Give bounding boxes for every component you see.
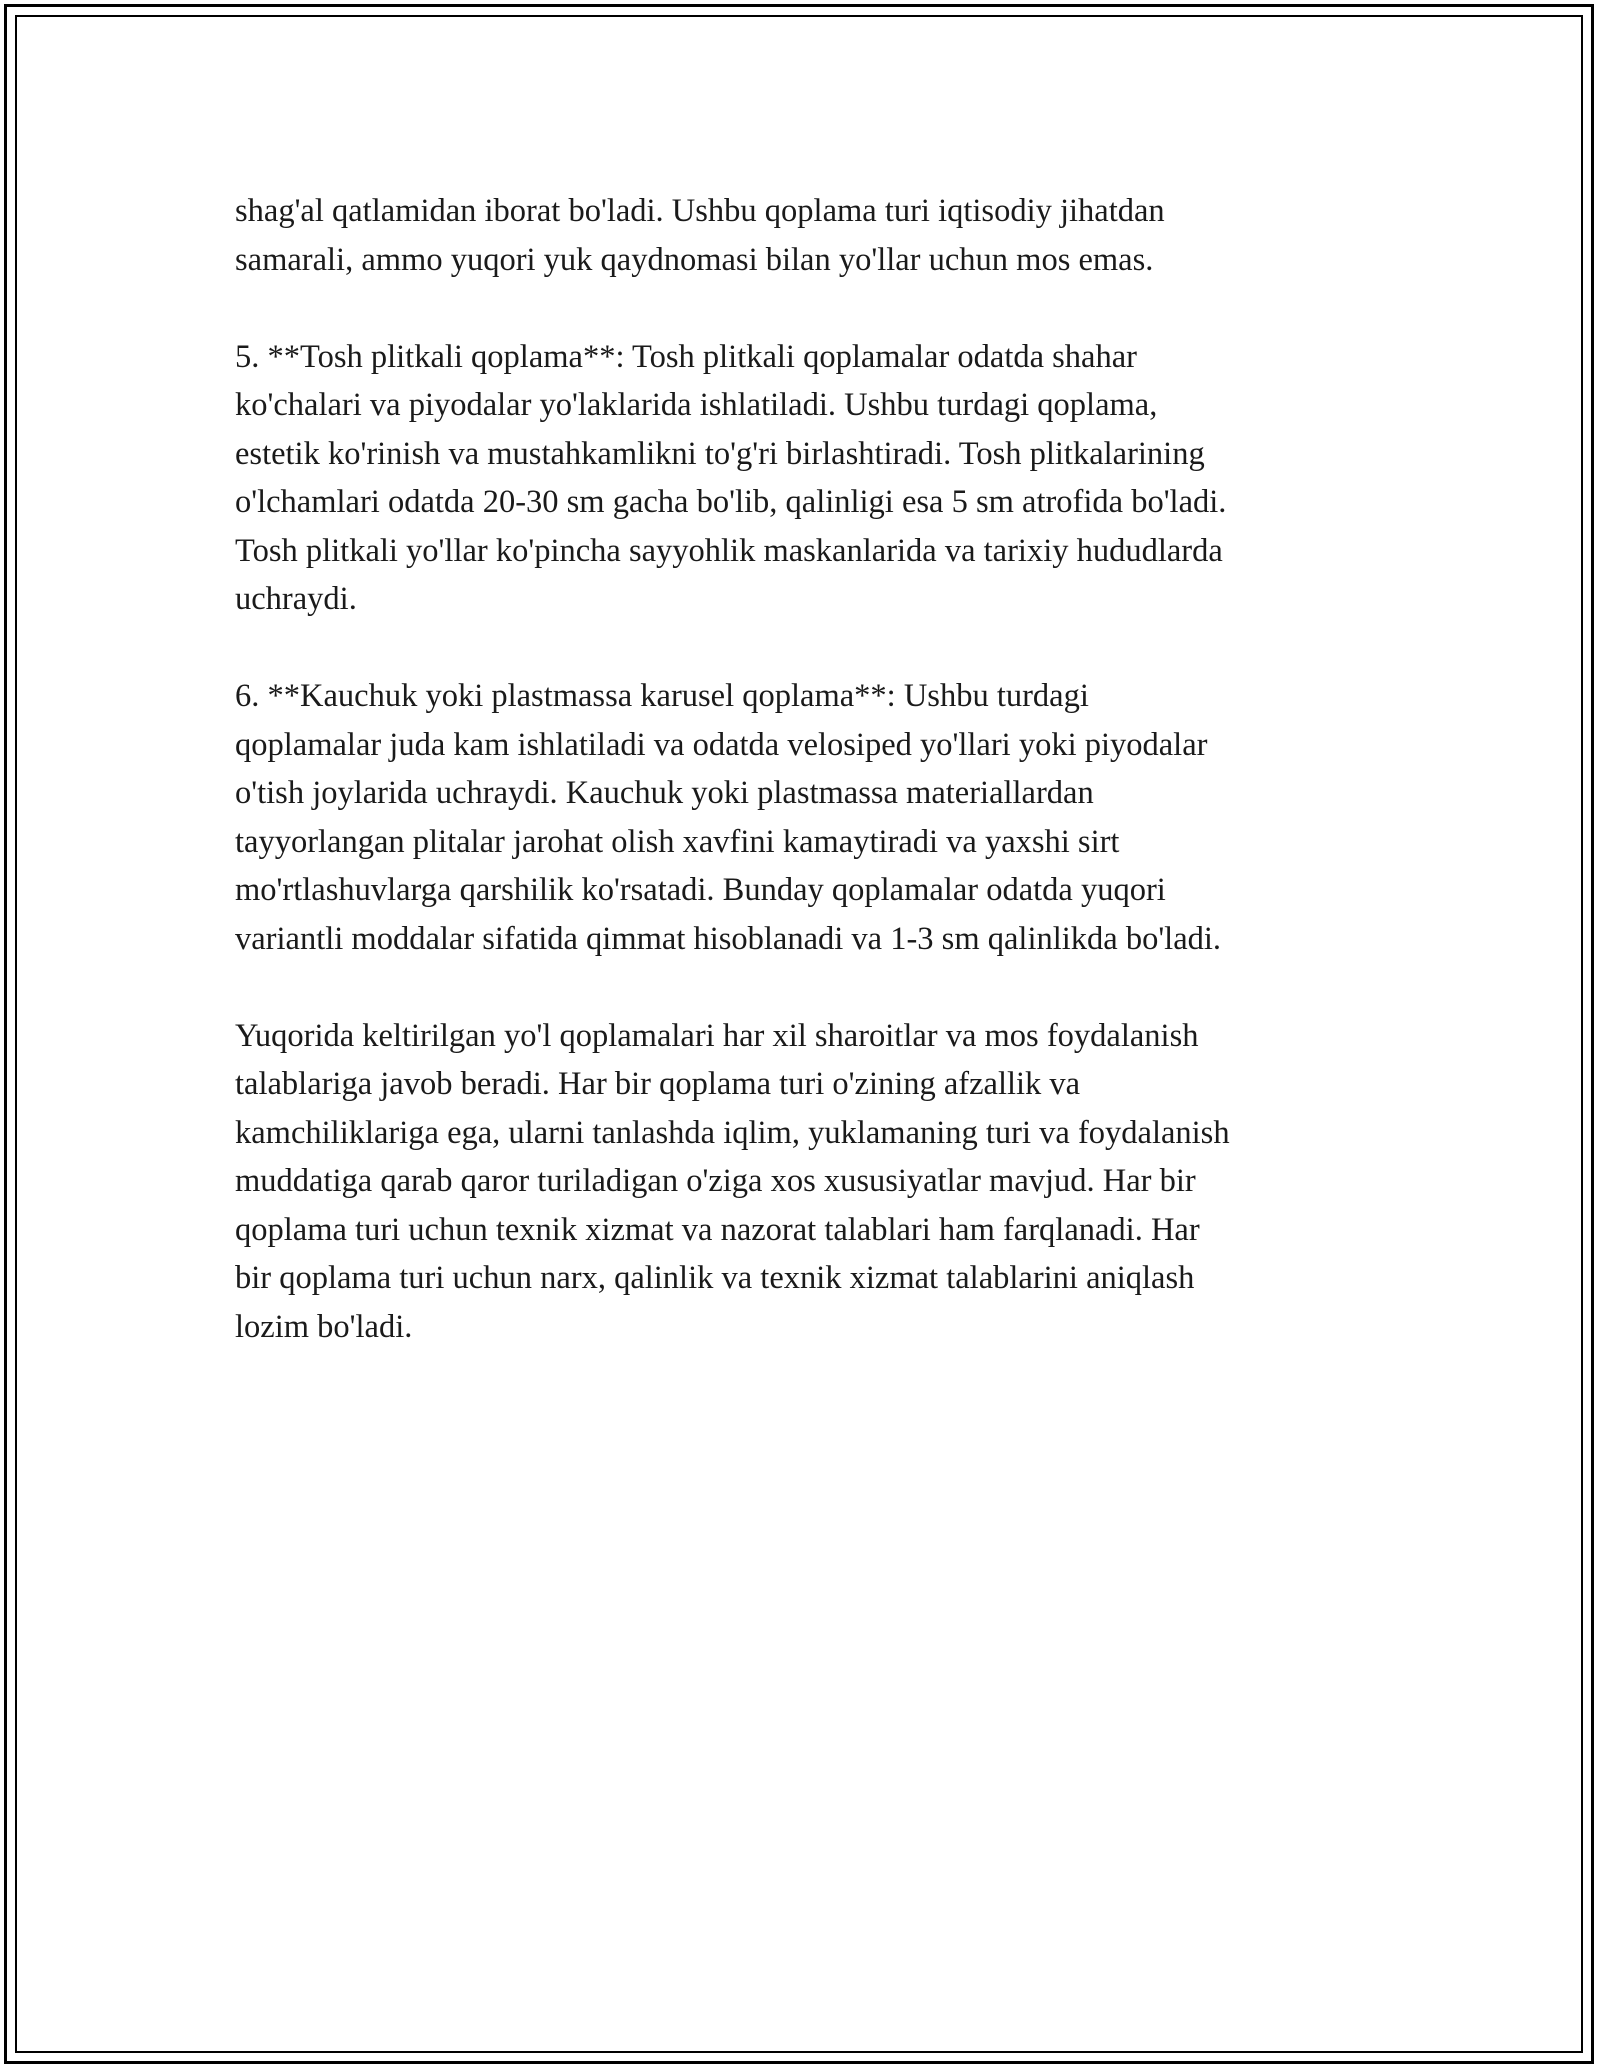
paragraph-conclusion: Yuqorida keltirilgan yo'l qoplamalari har xil sharoitlar va mos foydalanish talablariga javob beradi. Har bir qoplama turi o'zining afzallik va kamchiliklariga ega, ularni tanlashda iqlim, yuklamaning turi va foydalanish muddatiga qarab qaror turiladigan o'ziga xos xususiyatlar mavjud. Har bir qoplama turi uchun texnik xizmat va nazorat talablari ham farqlanadi. Har bir qoplama turi uchun narx, qalinlik va texnik xizmat talablarini aniqlash lozim bo'ladi. <box>235 1017 1230 1345</box>
paragraph-item-6: 6. **Kauchuk yoki plastmassa karusel qoplama**: Ushbu turdagi qoplamalar juda kam ishlatiladi va odatda velosiped yo'llari yoki piyodalar o'tish joylarida uchraydi. Kauchuk yoki plastmassa materiallardan tayyorlangan plitalar jarohat olish xavfini kamaytiradi va yaxshi sirt mo'rtlashuvlarga qarshilik ko'rsatadi. Bunday qoplamalar odatda yuqori variantli moddalar sifatida qimmat hisoblanadi va 1-3 sm qalinlikda bo'ladi. <box>235 678 1222 957</box>
paragraph-item-5: 5. **Tosh plitkali qoplama**: Tosh plitkali qoplamalar odatda shahar ko'chalari va piyodalar yo'laklarida ishlatiladi. Ushbu turdagi qoplama, estetik ko'rinish va mustahkamlikni to'g'ri birlashtiradi. Tosh plitkalarining o'lchamlari odatda 20-30 sm gacha bo'lib, qalinligi esa 5 sm atrofida bo'ladi. Tosh plitkali yo'llar ko'pincha sayyohlik maskanlarida va tarixiy hududlarda uchraydi. <box>235 338 1227 617</box>
paragraph-continuation: shag'al qatlamidan iborat bo'ladi. Ushbu qoplama turi iqtisodiy jihatdan samarali, ammo yuqori yuk qaydnomasi bilan yo'llar uchun mos emas. <box>235 193 1165 278</box>
document-body <box>235 187 1385 1400</box>
